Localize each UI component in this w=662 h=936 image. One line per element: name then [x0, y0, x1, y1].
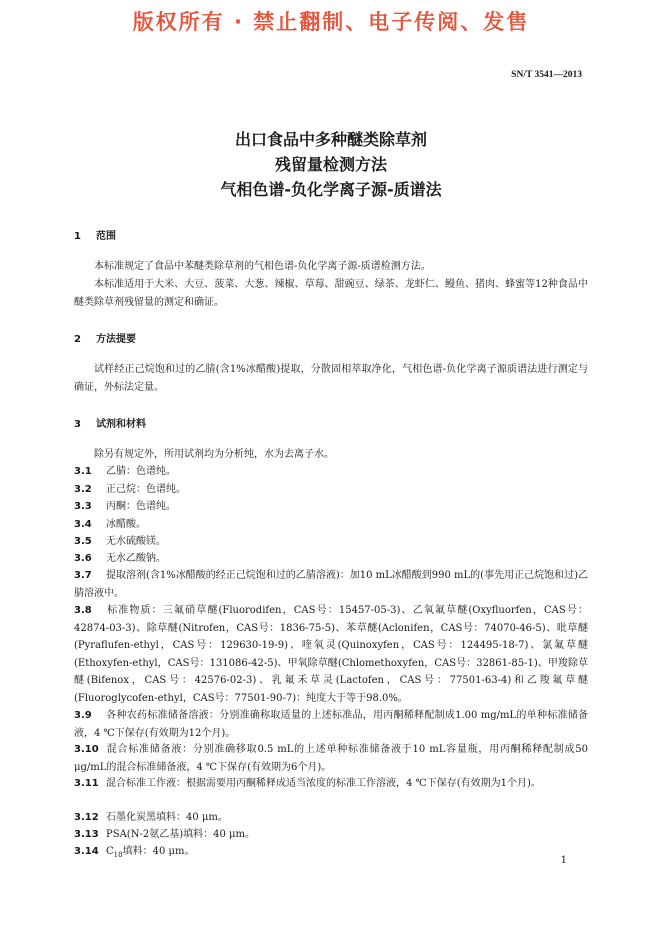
clause-number: 3.7	[74, 570, 92, 581]
clause-text: 冰醋酸。	[106, 519, 146, 530]
clause-3-6	[74, 550, 588, 568]
page-number: 1	[560, 855, 567, 866]
clause-number: 3.8	[74, 605, 92, 616]
clause-3-14	[74, 843, 588, 865]
clause-3-5	[74, 533, 588, 551]
section-number: 3	[74, 419, 81, 430]
clause-number: 3.5	[74, 536, 92, 547]
standard-code: SN/T 3541—2013	[511, 70, 582, 80]
clause-3-10	[74, 741, 588, 776]
section-heading-method-summary	[74, 330, 136, 345]
clause-text: 石墨化炭黑填料：40 μm。	[106, 812, 228, 823]
clause-number: 3.12	[74, 812, 99, 823]
clause-text: 填料：40 μm。	[122, 846, 195, 857]
section-title: 方法提要	[96, 334, 136, 345]
section-number: 1	[74, 231, 81, 242]
clause-number: 3.3	[74, 501, 92, 512]
clause-number: 3.2	[74, 484, 92, 495]
document-title-line-3: 气相色谱-负化学离子源-质谱法	[220, 180, 442, 199]
clause-3-4	[74, 516, 588, 534]
clause-number: 3.6	[74, 553, 92, 564]
clause-3-12	[74, 809, 588, 827]
section-number: 2	[74, 334, 81, 345]
clause-text: 提取溶剂(含1%冰醋酸的经正己烷饱和过的乙腈溶液)：加10 mL冰醋酸到990 mL的(事先用正己烷饱和过)乙腈溶液中。	[74, 570, 588, 599]
clause-number: 3.1	[74, 466, 92, 477]
document-title-line-2: 残留量检测方法	[274, 155, 387, 174]
clause-number: 3.10	[74, 744, 99, 755]
reagents-intro: 除另有规定外，所用试剂均为分析纯，水为去离子水。	[94, 449, 334, 460]
clause-text: 正己烷：色谱纯。	[106, 484, 186, 495]
scope-paragraph-1: 本标准规定了食品中苯醚类除草剂的气相色谱-负化学离子源-质谱检测方法。	[94, 261, 431, 272]
clause-text: PSA(N-2氨乙基)填料：40 μm。	[106, 829, 255, 840]
clause-text: 各种农药标准储备溶液：分别准确称取适量的上述标准品，用丙酮稀释配制成1.00 mg/mL的单种标准储备液，4 ℃下保存(有效期为12个月)。	[74, 710, 588, 739]
clause-3-2	[74, 481, 588, 499]
clause-text: 乙腈：色谱纯。	[106, 466, 176, 477]
clause-number: 3.4	[74, 519, 92, 530]
c18-prefix: C	[106, 846, 114, 857]
document-title-line-1: 出口食品中多种醚类除草剂	[234, 130, 427, 149]
clause-number: 3.14	[74, 846, 99, 857]
clause-number: 3.9	[74, 710, 92, 721]
copyright-watermark: 版权所有 · 禁止翻制、电子传阅、发售	[132, 10, 530, 34]
c18-subscript: 18	[113, 851, 123, 859]
clause-text: 标准物质：三氟硝草醚(Fluorodifen，CAS号：15457-05-3)、乙氧氟草醚(Oxyfluorfen，CAS号：42874-03-3)、除草醚(Nitrofen，CAS号：1836-75-5)、苯草醚(Aclonifen，CAS号：74070-46-5)、吡草醚(Pyraflufen-ethyl，CAS号：129630-19-9)、喹氧灵(Quinoxyfen，CAS号：124495-18-7)、氯氟草醚(Ethoxyfen-ethyl，CAS号：131086-42-5)、甲氧除草醚(Chlomethoxyfen，CAS号：32861-85-1)、甲羧除草醚(Bifenox，CAS号：42576-02-3)、乳氟禾草灵(Lactofen，CAS号：77501-63-4)和乙羧氟草醚(Fluoroglycofen-ethyl，CAS号：77501-90-7)：纯度大于等于98.0%。	[74, 605, 588, 704]
clause-3-13	[74, 826, 588, 844]
clause-number: 3.11	[74, 778, 99, 789]
clause-number: 3.13	[74, 829, 99, 840]
clause-text: 混合标准工作液：根据需要用丙酮稀释成适当浓度的标准工作溶液，4 ℃下保存(有效期为1个月)。	[106, 778, 541, 789]
clause-3-8	[74, 602, 588, 707]
clause-text: 混合标准储备液：分别准确移取0.5 mL的上述单种标准储备液于10 mL容量瓶，用丙酮稀释配制成50 μg/mL的混合标准储备液，4 ℃下保存(有效期为6个月)。	[74, 744, 588, 773]
clause-3-9	[74, 707, 588, 742]
section-title: 试剂和材料	[96, 419, 146, 430]
clause-3-3	[74, 498, 588, 516]
clause-3-1	[74, 463, 588, 481]
section-heading-reagents	[74, 415, 146, 430]
section-heading-scope	[74, 227, 116, 242]
clause-text: 无水硫酸镁。	[106, 536, 166, 547]
method-summary-paragraph: 试样经正己烷饱和过的乙腈(含1%冰醋酸)提取，分散固相萃取净化，气相色谱-负化学离子源质谱法进行测定与确证，外标法定量。	[74, 364, 588, 393]
clause-3-11	[74, 775, 588, 793]
clause-text: 丙酮：色谱纯。	[106, 501, 176, 512]
clause-text: 无水乙酸钠。	[106, 553, 166, 564]
clause-3-7	[74, 567, 588, 602]
scope-paragraph-2: 本标准适用于大米、大豆、菠菜、大葱、辣椒、草莓、甜豌豆、绿茶、龙虾仁、鳗鱼、猪肉、蜂蜜等12种食品中醚类除草剂残留量的测定和确证。	[74, 279, 588, 308]
section-title: 范围	[96, 231, 116, 242]
